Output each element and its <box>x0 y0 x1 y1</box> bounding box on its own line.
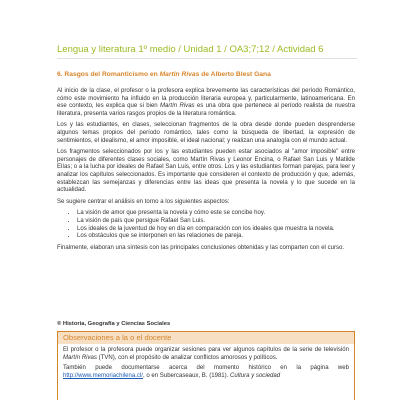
paragraph-intro-text-b: es una obra que pertenece al período realista de nuestra literatura, presenta varios rasgos propios de la literatura romántica. <box>57 103 356 117</box>
memoriachilena-link[interactable]: http://www.memoriachilena.cl/ <box>63 372 143 379</box>
page-header: Lengua y literatura 1º medio / Unidad 1 / OA3;7;12 / Actividad 6 <box>57 44 324 55</box>
note-doc-text-a: También puede documentarse acerca del momento histórico en la página web <box>63 365 349 372</box>
section-title-work: Martín Rivas <box>159 71 200 78</box>
paragraph-conclusion: Finalmente, elaboran una síntesis con las principales conclusiones obtenidas y las comparten con el curso. <box>57 244 345 251</box>
paragraph-intro-text-a: Al inicio de la clase, el profesor o la profesora explica brevemente las características del período Romántico, cómo este movimiento ha influido en la producción literaria europea y, particularmente, latinoamericana. En ese contexto, les explica que si bien <box>57 88 355 110</box>
note-series-text-b: (TVN), con el propósito de analizar conflictos amorosos y políticos. <box>96 354 278 361</box>
list-item: • Los ideales de la juventud de hoy en día en comparación con los ideales que muestra la novela. <box>77 226 355 234</box>
teacher-notes-title: Observaciones a la o el docente <box>58 332 354 344</box>
section-title-prefix: 6. Rasgos del Romanticismo en <box>57 71 160 78</box>
list-item: • Los obstáculos que se interponen en las relaciones de pareja. <box>77 233 355 241</box>
subject-link-tag: ® Historia, Geografía y Ciencias Sociales <box>57 321 171 327</box>
paragraph-selection: Los y las estudiantes, en clases, seleccionan fragmentos de la obra desde donde pueden desprenderse algunos temas propios del período romántico, tales como la búsqueda de libertad, la expresión de sentimientos, el idealismo, el amor imposible, el ideal nacional; y realizan una analogía con el mundo actual. <box>57 122 355 144</box>
paragraph-fragments: Los fragmentos seleccionados por los y las estudiantes pueden estar asociados al "amor imposible" entre personajes de diferentes clases sociales, como Martín Rivas y Leonor Encina, o Rafael San Luis y Matilde Elías; o a la lucha por ideales de Rafael San Luis, entre otros. Los y las estudiantes forman parejas, para leer y analizar los capítulos seleccionados. Es importante que consideren el contexto de producción y que, además, establezcan las semejanzas y diferencias entre las ideas que presenta la novela y lo que sucede en la actualidad. <box>57 149 355 194</box>
paragraph-aspects-intro: Se sugiere centrar el análisis en torno a los siguientes aspectos: <box>57 198 230 205</box>
note-series-text-a: El profesor o la profesora puede organizar sesiones para ver algunos capítulos de la serie de televisión <box>63 347 349 353</box>
note-paragraph-documentation <box>63 365 349 380</box>
paragraph-intro <box>57 88 355 118</box>
aspects-list <box>57 210 355 240</box>
note-series-title: Martín Rivas <box>63 354 97 361</box>
list-item: • La visión de país que persigue Rafael San Luis. <box>77 218 355 226</box>
teacher-notes-body <box>58 344 354 380</box>
section-title-suffix: de Alberto Blest Gana <box>199 71 271 78</box>
section-title <box>57 71 357 78</box>
paragraph-intro-work: Martín Rivas <box>160 103 195 110</box>
list-item: • La visión de amor que presenta la novela y cómo este se concibe hoy. <box>77 210 355 218</box>
teacher-notes-box <box>57 331 355 400</box>
header-divider <box>57 58 357 59</box>
note-paragraph-series <box>63 347 349 362</box>
note-doc-book-title: Cultura y sociedad <box>230 372 281 379</box>
note-doc-text-b: , o en Subercaseaux, B. (1981). <box>142 372 231 379</box>
activity-body <box>57 88 355 256</box>
